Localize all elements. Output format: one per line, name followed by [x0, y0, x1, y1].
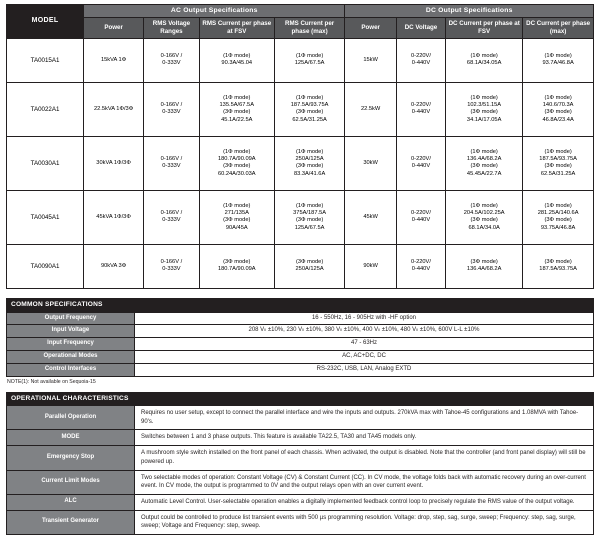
- cell-dc-current-max: (3Φ mode) 187.5A/93.75A: [523, 244, 594, 288]
- label-input-frequency: Input Frequency: [7, 338, 135, 351]
- cell-dc-power: 30kW: [345, 136, 396, 190]
- cell-model: TA0015A1: [7, 38, 84, 82]
- cell-ac-current-fsv: (1Φ mode) 90.3A/45.04: [199, 38, 274, 82]
- cell-model: TA0090A1: [7, 244, 84, 288]
- label-alc: ALC: [7, 494, 135, 510]
- cell-dc-current-max: (1Φ mode) 281.25A/140.6A (3Φ mode) 93.75A/46.8A: [523, 190, 594, 244]
- cell-ac-current-fsv: (1Φ mode) 271/135A (3Φ mode) 90A/45A: [199, 190, 274, 244]
- spec-row: [7, 312, 594, 325]
- spec-row: [7, 494, 594, 510]
- table-row: [7, 38, 594, 82]
- section-title-row: [7, 392, 594, 406]
- header-ac-power: Power: [84, 18, 144, 39]
- cell-dc-current-fsv: (1Φ mode) 136.4A/68.2A (3Φ mode) 45.45A/22.7A: [446, 136, 523, 190]
- cell-dc-power: 22.5kW: [345, 82, 396, 136]
- common-specifications-table: [6, 298, 594, 377]
- header-dc-current-fsv: DC Current per phase at FSV: [446, 18, 523, 39]
- label-control-interfaces: Control Interfaces: [7, 363, 135, 376]
- header-ac-current-max: RMS Current per phase (max): [274, 18, 345, 39]
- cell-ac-current-max: (1Φ mode) 375A/187.5A (3Φ mode) 125A/67.5A: [274, 190, 345, 244]
- cell-dc-voltage: 0-220V/ 0-440V: [396, 244, 445, 288]
- cell-dc-current-fsv: (3Φ mode) 136.4A/68.2A: [446, 244, 523, 288]
- spec-row: [7, 446, 594, 470]
- label-input-voltage: Input Voltage: [7, 325, 135, 338]
- cell-ac-current-max: (1Φ mode) 250A/125A (3Φ mode) 83.3A/41.6A: [274, 136, 345, 190]
- cell-dc-voltage: 0-220V/ 0-440V: [396, 136, 445, 190]
- label-transient-generator: Transient Generator: [7, 510, 135, 534]
- spec-row: [7, 510, 594, 534]
- cell-dc-current-max: (1Φ mode) 187.5A/93.75A (3Φ mode) 62.5A/31.25A: [523, 136, 594, 190]
- operational-characteristics-table: [6, 392, 594, 535]
- cell-ac-power: 45kVA 1Φ/3Φ: [84, 190, 144, 244]
- table-group-header-row: [7, 5, 594, 18]
- cell-ac-current-fsv: (1Φ mode) 180.7A/90.09A (3Φ mode) 60.24A/30.03A: [199, 136, 274, 190]
- cell-ac-power: 22.5kVA 1Φ/3Φ: [84, 82, 144, 136]
- value-emergency-stop: A mushroom style switch installed on the front panel of each chassis. When activated, the output is disabled. Note that the controller (and front panel display) will still be powered up.: [135, 446, 594, 470]
- spec-row: [7, 350, 594, 363]
- cell-ac-voltage: 0-166V / 0-333V: [144, 38, 200, 82]
- cell-ac-voltage: 0-166V / 0-333V: [144, 82, 200, 136]
- cell-dc-power: 90kW: [345, 244, 396, 288]
- header-model: MODEL: [7, 5, 84, 39]
- label-operational-modes: Operational Modes: [7, 350, 135, 363]
- spec-row: [7, 430, 594, 446]
- cell-ac-current-fsv: (1Φ mode) 135.5A/67.5A (3Φ mode) 45.1A/22.5A: [199, 82, 274, 136]
- cell-dc-voltage: 0-220V/ 0-440V: [396, 38, 445, 82]
- cell-dc-current-max: (1Φ mode) 93.7A/46.8A: [523, 38, 594, 82]
- label-output-frequency: Output Frequency: [7, 312, 135, 325]
- cell-ac-current-max: (1Φ mode) 125A/67.5A: [274, 38, 345, 82]
- header-dc-power: Power: [345, 18, 396, 39]
- header-dc-current-max: DC Current per phase (max): [523, 18, 594, 39]
- value-control-interfaces: RS-232C, USB, LAN, Analog EXTD: [135, 363, 594, 376]
- common-specifications-title: COMMON SPECIFICATIONS: [7, 298, 594, 312]
- spec-row: [7, 363, 594, 376]
- table-row: [7, 82, 594, 136]
- header-dc-voltage: DC Voltage: [396, 18, 445, 39]
- specifications-table: [6, 4, 594, 289]
- header-ac-current-fsv: RMS Current per phase at FSV: [199, 18, 274, 39]
- cell-dc-power: 15kW: [345, 38, 396, 82]
- value-alc: Automatic Level Control. User-selectable operation enables a digitally implemented feedback control loop to precisely regulate the RMS value of the output voltage.: [135, 494, 594, 510]
- cell-model: TA0022A1: [7, 82, 84, 136]
- cell-ac-voltage: 0-166V / 0-333V: [144, 136, 200, 190]
- cell-ac-power: 90kVA 3Φ: [84, 244, 144, 288]
- header-group-dc: DC Output Specifications: [345, 5, 594, 18]
- cell-ac-current-max: (3Φ mode) 250A/125A: [274, 244, 345, 288]
- cell-ac-power: 30kVA 1Φ/3Φ: [84, 136, 144, 190]
- cell-dc-current-fsv: (1Φ mode) 68.1A/34.05A: [446, 38, 523, 82]
- label-emergency-stop: Emergency Stop: [7, 446, 135, 470]
- header-ac-voltage-range: RMS Voltage Ranges: [144, 18, 200, 39]
- cell-ac-current-max: (1Φ mode) 187.5A/93.75A (3Φ mode) 62.5A/31.25A: [274, 82, 345, 136]
- cell-dc-voltage: 0-220V/ 0-440V: [396, 190, 445, 244]
- cell-dc-current-fsv: (1Φ mode) 204.5A/102.25A (3Φ mode) 68.1A/34.0A: [446, 190, 523, 244]
- cell-ac-power: 15kVA 1Φ: [84, 38, 144, 82]
- operational-characteristics-title: OPERATIONAL CHARACTERISTICS: [7, 392, 594, 406]
- common-specifications-note: NOTE(1): Not available on Sequoia-15: [7, 378, 96, 385]
- header-group-ac: AC Output Specifications: [84, 5, 345, 18]
- operational-characteristics-section: [6, 392, 594, 535]
- value-parallel-operation: Requires no user setup, except to connect the parallel interface and wire the inputs and outputs. 270kVA max with Tahoe-45 configurations and 1.08MVA with Tahoe-90's.: [135, 406, 594, 430]
- spec-row: [7, 338, 594, 351]
- table-row: [7, 244, 594, 288]
- common-specifications-section: [6, 298, 594, 385]
- cell-dc-power: 45kW: [345, 190, 396, 244]
- cell-model: TA0030A1: [7, 136, 84, 190]
- spec-row: [7, 470, 594, 494]
- cell-ac-current-fsv: (3Φ mode) 180.7A/90.09A: [199, 244, 274, 288]
- cell-dc-current-max: (1Φ mode) 140.6/70.3A (3Φ mode) 46.8A/23.4A: [523, 82, 594, 136]
- cell-dc-current-fsv: (1Φ mode) 102.3/51.15A (3Φ mode) 34.1A/17.05A: [446, 82, 523, 136]
- table-column-header-row: [7, 18, 594, 39]
- value-input-voltage: 208 Vₗₗ ±10%, 230 Vₗₗ ±10%, 380 Vₗₗ ±10%, 400 Vₗₗ ±10%, 480 Vₗₗ ±10%, 600V L-L ±10%: [135, 325, 594, 338]
- cell-ac-voltage: 0-166V / 0-333V: [144, 190, 200, 244]
- label-current-limit-modes: Current Limit Modes: [7, 470, 135, 494]
- table-row: [7, 190, 594, 244]
- cell-ac-voltage: 0-166V / 0-333V: [144, 244, 200, 288]
- value-current-limit-modes: Two selectable modes of operation: Constant Voltage (CV) & Constant Current (CC). In CV mode, the voltage folds back with automatic recovery during an over-current event. In CV mode, the output is programmed to 0V and the output relays open with an over current event.: [135, 470, 594, 494]
- spec-row: [7, 406, 594, 430]
- value-input-frequency: 47 - 63Hz: [135, 338, 594, 351]
- cell-model: TA0045A1: [7, 190, 84, 244]
- section-title-row: [7, 298, 594, 312]
- table-row: [7, 136, 594, 190]
- cell-dc-voltage: 0-220V/ 0-440V: [396, 82, 445, 136]
- spec-row: [7, 325, 594, 338]
- value-transient-generator: Output could be controlled to produce list transient events with 500 µs programming resolution. Voltage: drop, step, sag, surge, sweep; Frequency: step, sag, surge, sweep; Voltage and Frequency: step, sweep.: [135, 510, 594, 534]
- value-operational-modes: AC, AC+DC, DC: [135, 350, 594, 363]
- label-mode: MODE: [7, 430, 135, 446]
- label-parallel-operation: Parallel Operation: [7, 406, 135, 430]
- value-output-frequency: 16 - 550Hz, 16 - 905Hz with -HF option: [135, 312, 594, 325]
- value-mode: Switches between 1 and 3 phase outputs. This feature is available TA22.5, TA30 and TA45 models only.: [135, 430, 594, 446]
